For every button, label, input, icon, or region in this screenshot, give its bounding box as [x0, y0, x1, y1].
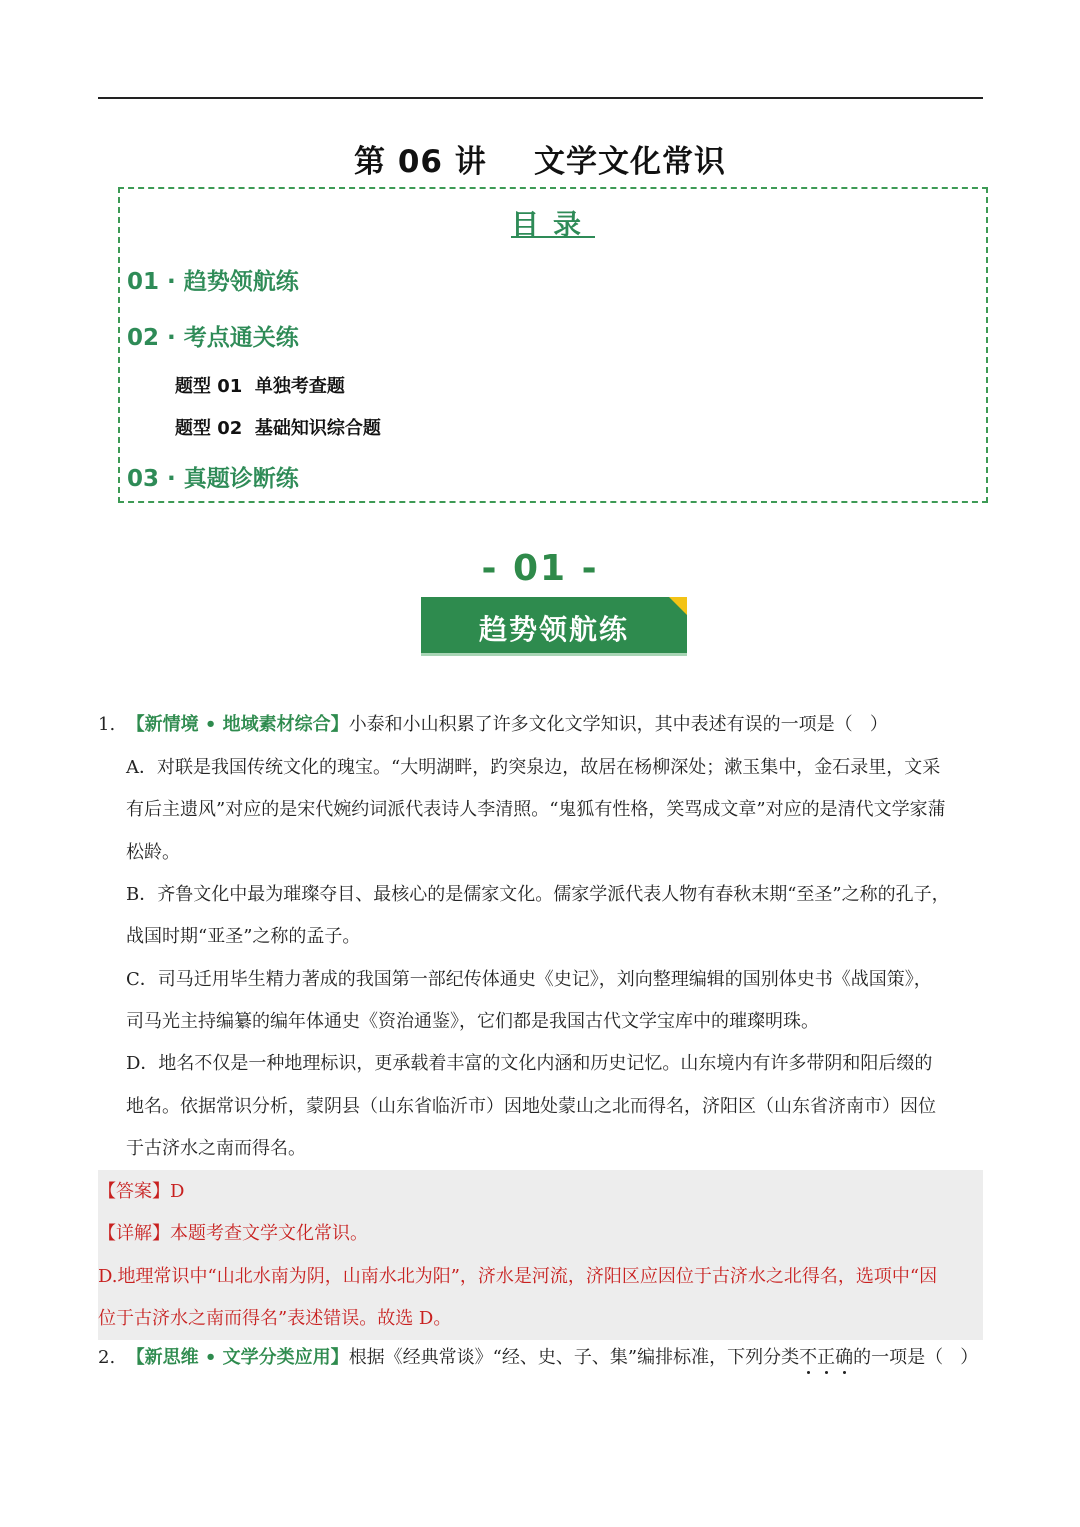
answer-line: 【答案】D [98, 1181, 185, 1202]
option-b-line: 战国时期“亚圣”之称的孟子。 [126, 926, 361, 947]
header-rule [98, 97, 983, 99]
section-banner [421, 597, 687, 653]
explanation-line: 位于古济水之南而得名”表述错误。故选 D。 [98, 1308, 452, 1329]
option-a-line: A．对联是我国传统文化的瑰宝。“大明湖畔，趵突泉边，故居在杨柳深处；漱玉集中，金石录里，文采 [126, 757, 941, 778]
toc-subsection-type-01[interactable]: 题型 01 单独考查题 [175, 376, 345, 397]
emphasis-char: 正 [817, 1347, 836, 1368]
emphasis-char: 不 [799, 1347, 818, 1368]
detail-line: 【详解】本题考查文学文化常识。 [98, 1223, 368, 1244]
emphasis-char: 确 [835, 1347, 854, 1368]
section-banner-label: 趋势领航练 [478, 613, 629, 646]
page-title: 第 06 讲 文学文化常识 [354, 144, 726, 180]
option-d-line: D．地名不仅是一种地理标识，更承载着丰富的文化内涵和历史记忆。山东境内有许多带阴和阳后缀的 [126, 1053, 933, 1074]
option-a-line: 有后主遗风”对应的是宋代婉约词派代表诗人李清照。“鬼狐有性格，笑骂成文章”对应的是清代文学家蒲 [126, 799, 946, 820]
question-tag: 【新情境 • 地域素材综合】 [126, 714, 349, 735]
question-1-stem-line [98, 712, 888, 738]
question-number: 1. [98, 714, 116, 735]
table-of-contents [118, 187, 988, 503]
explanation-line: D.地理常识中“山北水南为阴，山南水北为阳”，济水是河流，济阳区应因位于古济水之北得名，选项中“因 [98, 1266, 938, 1287]
option-d-line: 于古济水之南而得名。 [126, 1138, 306, 1159]
question-stem-end: 的一项是（ ） [853, 1347, 979, 1368]
question-2-stem-line [98, 1345, 978, 1371]
toc-subsection-type-02[interactable]: 题型 02 基础知识综合题 [175, 418, 381, 439]
option-d-line: 地名。依据常识分析，蒙阴县（山东省临沂市）因地处蒙山之北而得名，济阳区（山东省济南市）因位 [126, 1096, 936, 1117]
toc-title: 目录 [510, 208, 595, 241]
question-stem: 根据《经典常谈》“经、史、子、集”编排标准，下列分类 [348, 1347, 800, 1368]
question-stem: 小泰和小山积累了许多文化文学知识，其中表述有误的一项是（ ） [348, 714, 888, 735]
option-b-line: B．齐鲁文化中最为璀璨夺目、最核心的是儒家文化。儒家学派代表人物有春秋末期“至圣”之称的孔子， [126, 884, 950, 905]
toc-section-02[interactable]: 02 · 考点通关练 [127, 325, 299, 351]
option-a-line: 松龄。 [126, 842, 180, 863]
section-number: - 01 - [481, 548, 599, 589]
toc-section-01[interactable]: 01 · 趋势领航练 [127, 269, 299, 295]
option-c-line: C．司马迁用毕生精力著成的我国第一部纪传体通史《史记》，刘向整理编辑的国别体史书《战国策》， [126, 969, 932, 990]
toc-section-03[interactable]: 03 · 真题诊断练 [127, 466, 299, 492]
question-tag: 【新思维 • 文学分类应用】 [126, 1347, 349, 1368]
question-number: 2. [98, 1347, 116, 1368]
option-c-line: 司马光主持编纂的编年体通史《资治通鉴》，它们都是我国古代文学宝库中的璀璨明珠。 [126, 1011, 819, 1032]
